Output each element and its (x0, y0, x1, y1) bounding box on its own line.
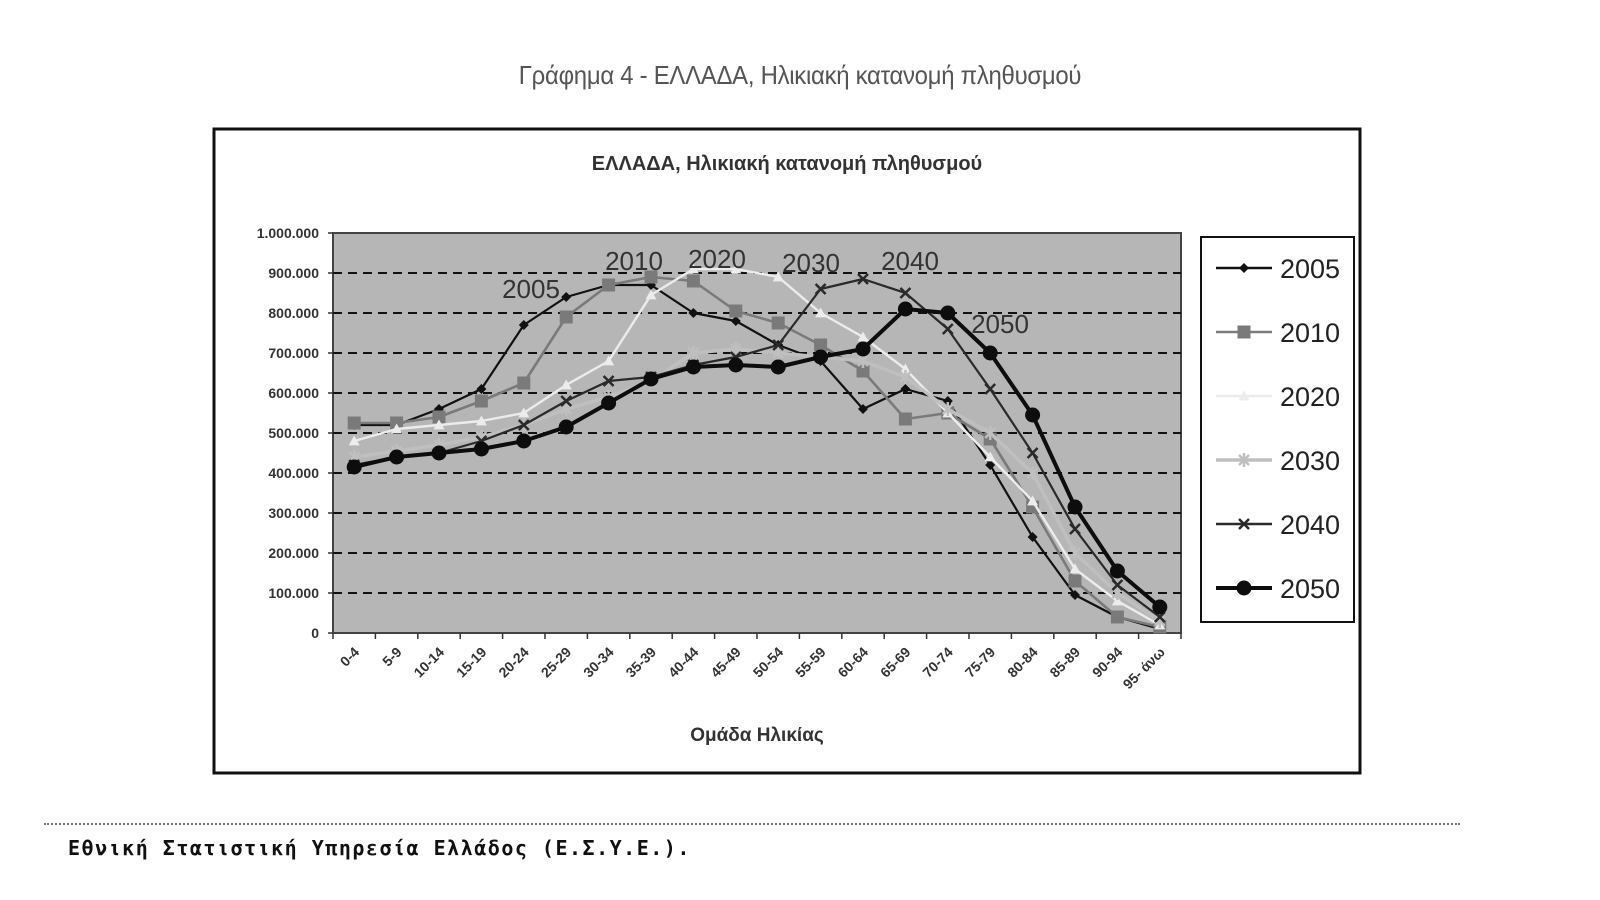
x-tick-label: 90-94 (1088, 643, 1126, 681)
annotation-2005: 2005 (502, 274, 560, 304)
data-point (432, 446, 447, 461)
x-tick-label: 40-44 (664, 643, 702, 681)
data-point (686, 360, 701, 375)
x-tick-label: 95- άνω (1119, 643, 1168, 693)
data-point (898, 302, 913, 317)
data-point (389, 450, 404, 465)
x-tick-label: 25-29 (537, 643, 575, 681)
x-tick-label: 70-74 (919, 643, 956, 681)
legend-label: 2005 (1280, 254, 1341, 284)
legend (1201, 237, 1354, 622)
data-point (1152, 600, 1167, 615)
x-tick-label: 30-34 (580, 643, 617, 681)
data-point (516, 434, 531, 449)
y-tick-label: 600.000 (268, 385, 319, 401)
data-point (347, 460, 362, 475)
data-point (772, 317, 785, 330)
y-tick-label: 100.000 (268, 585, 319, 601)
data-point (517, 377, 530, 390)
y-tick-label: 700.000 (268, 345, 319, 361)
y-tick-label: 500.000 (268, 425, 319, 441)
y-tick-label: 400.000 (268, 465, 319, 481)
data-point (560, 311, 573, 324)
x-tick-label: 45-49 (707, 643, 744, 681)
x-tick-label: 35-39 (622, 643, 660, 681)
data-point (813, 350, 828, 365)
data-point (559, 420, 574, 435)
x-tick-label: 75-79 (961, 643, 999, 681)
annotation-2020: 2020 (688, 244, 746, 274)
legend-label: 2050 (1280, 574, 1341, 604)
data-point (729, 305, 742, 318)
y-tick-label: 0 (311, 625, 319, 641)
data-point (601, 396, 616, 411)
legend-label: 2020 (1280, 382, 1341, 412)
x-tick-label: 85-89 (1046, 643, 1084, 681)
source-note: Εθνική Στατιστική Υπηρεσία Ελλάδος (Ε.Σ.Υ.Ε.). (68, 836, 691, 860)
x-tick-label: 5-9 (379, 643, 405, 670)
data-point (899, 413, 912, 426)
data-point (1237, 581, 1252, 596)
data-point (1068, 500, 1083, 515)
annotation-2010: 2010 (605, 246, 663, 276)
chart-title: ΕΛΛΑΔΑ, Ηλικιακή κατανομή πληθυσμού (591, 153, 983, 175)
data-point (474, 442, 489, 457)
data-point (1238, 326, 1251, 339)
data-point (771, 360, 786, 375)
data-point (728, 358, 743, 373)
data-point (1025, 408, 1040, 423)
legend-label: 2010 (1280, 318, 1341, 348)
y-tick-label: 900.000 (268, 265, 319, 281)
data-point (1069, 575, 1082, 588)
x-tick-label: 50-54 (749, 643, 787, 681)
x-tick-label: 60-64 (834, 643, 872, 681)
data-point (644, 372, 659, 387)
x-tick-label: 80-84 (1004, 643, 1041, 681)
x-tick-label: 65-69 (876, 643, 914, 681)
annotation-2040: 2040 (881, 246, 939, 276)
data-point (1111, 611, 1124, 624)
y-tick-label: 200.000 (268, 545, 319, 561)
legend-label: 2030 (1280, 446, 1341, 476)
annotation-2050: 2050 (971, 309, 1029, 339)
x-tick-label: 15-19 (452, 643, 490, 681)
data-point (687, 275, 700, 288)
data-point (475, 395, 488, 408)
data-point (602, 279, 615, 292)
y-tick-label: 300.000 (268, 505, 319, 521)
page-title: Γράφημα 4 - ΕΛΛΑΔΑ, Ηλικιακή κατανομή πληθυσμού (518, 60, 1082, 90)
data-point (348, 417, 361, 430)
annotation-2030: 2030 (782, 248, 840, 278)
y-tick-label: 1.000.000 (256, 225, 319, 241)
divider (44, 823, 1460, 825)
legend-label: 2040 (1280, 510, 1341, 540)
data-point (856, 342, 871, 357)
x-tick-label: 55-59 (792, 643, 829, 681)
y-tick-label: 800.000 (268, 305, 319, 321)
data-point (1110, 564, 1125, 579)
x-tick-label: 10-14 (410, 643, 448, 681)
x-tick-label: 20-24 (495, 643, 532, 681)
data-point (940, 306, 955, 321)
x-axis-label: Ομάδα Ηλικίας (690, 725, 824, 746)
x-tick-label: 0-4 (336, 643, 363, 670)
data-point (983, 346, 998, 361)
